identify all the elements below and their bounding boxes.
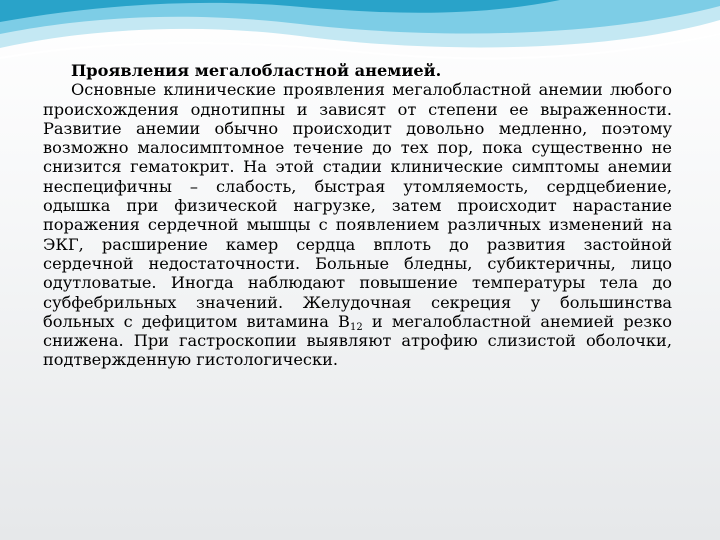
slide-content — [43, 61, 672, 370]
body-paragraph — [43, 80, 672, 369]
vitamin-subscript: 12 — [349, 321, 363, 333]
slide-title: Проявления мегалобластной анемией. — [71, 61, 442, 80]
body-text-part-1: Основные клинические проявления мегалобластной анемии любого происхождения однотипны и зависят от степени ее выраженности. Развитие анемии обычно происходит довольно медленно, поэтому возможно малосимптомное течение до тех пор, пока существенно не снизится гематокрит. На этой стадии клинические симптомы анемии неспецифичны – слабость, быстрая утомляемость, сердцебиение, одышка при физической нагрузке, затем происходит нарастание поражения сердечной мышцы с появлением различных изменений на ЭКГ, расширение камер сердца вплоть до развития застойной сердечной недостаточности. Больные бледны, субиктеричны, лицо одутловатые. Иногда наблюдают повышение температуры тела до субфебрильных значений. Желудочная секреция у большинства больных с дефицитом витамина В — [43, 80, 672, 331]
body-text-part-2: и мегалобластной анемией резко снижена. При гастроскопии выявляют атрофию слизистой оболочки, подтвержденную гистологически. — [43, 311, 672, 370]
